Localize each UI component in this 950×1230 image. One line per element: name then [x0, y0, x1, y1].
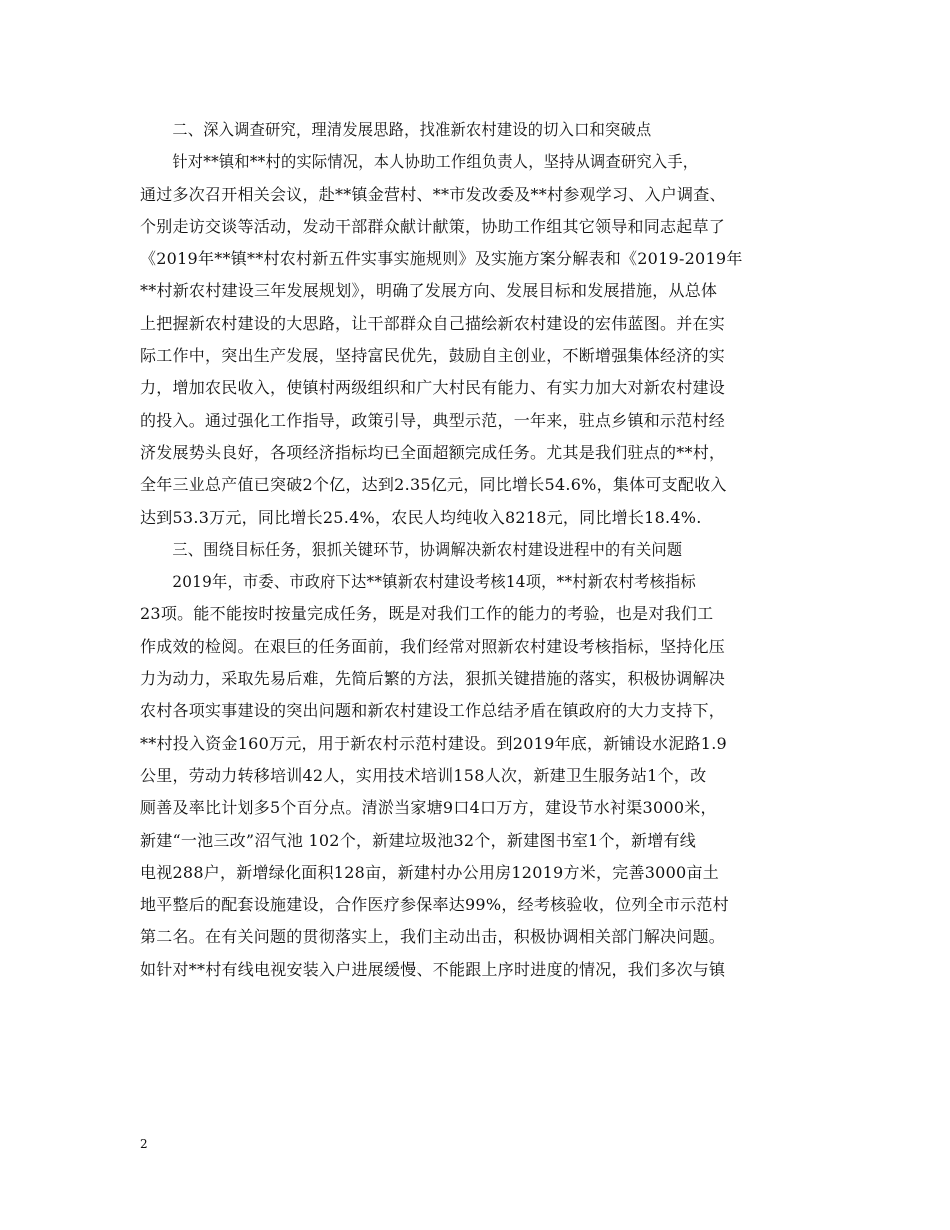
text-line: 达到53.3万元，同比增长25.4%，农民人均纯收入8218元，同比增长18.4%. [140, 507, 702, 527]
paragraph-first-line: 针对**镇和**村的实际情况，本人协助工作组负责人，坚持从调查研究入手， [172, 152, 699, 172]
text-line: 个别走访交谈等活动，发动干部群众献计献策，协助工作组其它领导和同志起草了 [140, 216, 726, 236]
text-line: 济发展势头良好，各项经济指标均已全面超额完成任务。尤其是我们驻点的**村， [140, 442, 726, 462]
text-line: 新建“一池三改”沼气池 102个，新建垃圾池32个，新建图书室1个，新增有线 [140, 830, 697, 850]
text-line: 全年三业总产值已突破2个亿，达到2.35亿元，同比增长54.6%，集体可支配收入 [140, 475, 727, 495]
page-number: 2 [140, 1137, 148, 1151]
text-line: 的投入。通过强化工作指导，政策引导，典型示范，一年来，驻点乡镇和示范村经 [140, 410, 726, 430]
text-line: 上把握新农村建设的大思路，让干部群众自己描绘新农村建设的宏伟蓝图。并在实 [140, 313, 726, 333]
text-line: 农村各项实事建设的突出问题和新农村建设工作总结矛盾在镇政府的大力支持下， [140, 701, 726, 721]
document-body [140, 114, 830, 986]
text-line: **村新农村建设三年发展规划》，明确了发展方向、发展目标和发展措施，从总体 [140, 281, 718, 301]
text-line: 力为动力，采取先易后难，先简后繁的方法，狠抓关键措施的落实，积极协调解决 [140, 669, 726, 689]
paragraph-first-line: 2019年，市委、市政府下达**镇新农村建设考核14项，**村新农村考核指标 [172, 572, 696, 592]
text-line: 力，增加农民收入，使镇村两级组织和广大村民有能力、有实力加大对新农村建设 [140, 378, 726, 398]
text-line: 23项。能不能按时按量完成任务，既是对我们工作的能力的考验，也是对我们工 [140, 604, 714, 624]
paragraph-first-line: 三、围绕目标任务，狠抓关键环节，协调解决新农村建设进程中的有关问题 [172, 539, 683, 559]
text-line: 际工作中，突出生产发展，坚持富民优先，鼓励自主创业，不断增强集体经济的实 [140, 346, 726, 366]
text-line: 地平整后的配套设施建设，合作医疗参保率达99%，经考核验收，位列全市示范村 [140, 895, 729, 915]
text-line: 厕善及率比计划多5个百分点。清淤当家塘9口4口万方，建设节水衬渠3000米， [140, 798, 717, 818]
paragraph-first-line: 二、深入调查研究，理清发展思路，找准新农村建设的切入口和突破点 [172, 120, 652, 139]
text-line: 公里，劳动力转移培训42人，实用技术培训158人次，新建卫生服务站1个，改 [140, 765, 707, 785]
text-line: 作成效的检阅。在艰巨的任务面前，我们经常对照新农村建设考核指标，坚持化压 [140, 636, 726, 656]
text-line: 电视288户，新增绿化面积128亩，新建村办公用房12019方米，完善3000亩土 [140, 862, 719, 882]
text-line: 通过多次召开相关会议，赴**镇金营村、**市发改委及**村参观学习、入户调查、 [140, 184, 726, 204]
text-line: **村投入资金160万元，用于新农村示范村建设。到2019年底，新铺设水泥路1.9 [140, 733, 727, 753]
text-line: 《2019年**镇**村农村新五件实事实施规则》及实施方案分解表和《2019-2019年 [140, 249, 743, 269]
text-line: 第二名。在有关问题的贯彻落实上，我们主动出击，积极协调相关部门解决问题。 [140, 927, 726, 947]
text-line: 如针对**村有线电视安装入户进展缓慢、不能跟上序时进度的情况，我们多次与镇 [140, 959, 726, 979]
